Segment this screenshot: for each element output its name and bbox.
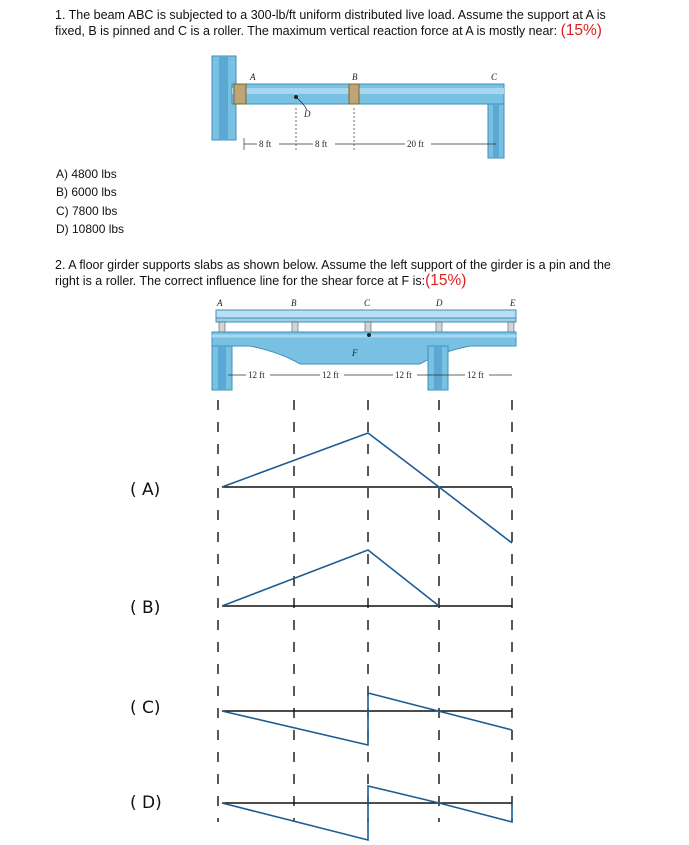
question-2-line-1: 2. A floor girder supports slabs as shown below. Assume the left support of the girder is a pin and the xyxy=(55,258,611,272)
curve-b xyxy=(222,550,439,606)
question-1-line-2: fixed, B is pinned and C is a roller. The maximum vertical reaction force at A is mostly near: xyxy=(55,24,558,38)
label-e2: E xyxy=(510,298,516,308)
label-c2: C xyxy=(364,298,371,308)
label-d2: D xyxy=(436,298,443,308)
label-c: C xyxy=(491,72,498,82)
option-label-b: ( B) xyxy=(130,598,161,618)
question-2-percent: (15%) xyxy=(425,272,467,289)
influence-line-option-b[interactable] xyxy=(222,550,512,606)
stringers xyxy=(219,322,514,332)
influence-line-option-d[interactable] xyxy=(222,786,512,840)
dim-12ft-4: 12 ft xyxy=(467,370,484,380)
slab xyxy=(216,310,516,318)
label-f: F xyxy=(352,348,358,358)
label-a2: A xyxy=(217,298,223,308)
point-f-marker xyxy=(367,333,371,337)
label-b2: B xyxy=(291,298,297,308)
influence-line-option-c[interactable] xyxy=(222,693,512,745)
question-1-percent: (15%) xyxy=(560,22,602,39)
dim-20ft: 20 ft xyxy=(407,139,424,149)
option-d[interactable]: D) 10800 lbs xyxy=(56,222,125,236)
option-label-a: ( A) xyxy=(130,480,161,500)
dim-12ft-2: 12 ft xyxy=(322,370,339,380)
label-d: D xyxy=(304,109,311,119)
label-b: B xyxy=(352,72,358,82)
label-a: A xyxy=(250,72,256,82)
dim-12ft-3: 12 ft xyxy=(395,370,412,380)
dim-8ft-1: 8 ft xyxy=(259,139,272,149)
curve-a xyxy=(222,433,512,543)
dim-8ft-2: 8 ft xyxy=(315,139,328,149)
question-2-line-2: right is a roller. The correct influence line for the shear force at F is: xyxy=(55,274,426,288)
dim-12ft-1: 12 ft xyxy=(248,370,265,380)
option-a[interactable]: A) 4800 lbs xyxy=(56,167,117,181)
influence-line-option-a[interactable] xyxy=(222,433,512,543)
guide-lines xyxy=(218,400,512,822)
question-1-line-1: 1. The beam ABC is subjected to a 300-lb/ft uniform distributed live load. Assume the support at A is xyxy=(55,8,606,22)
option-b[interactable]: B) 6000 lbs xyxy=(56,185,117,199)
curve-c xyxy=(222,693,512,745)
option-label-c: ( C) xyxy=(130,698,161,718)
option-label-d: ( D) xyxy=(130,793,162,813)
curve-d xyxy=(222,786,512,840)
option-c[interactable]: C) 7800 lbs xyxy=(56,204,118,218)
